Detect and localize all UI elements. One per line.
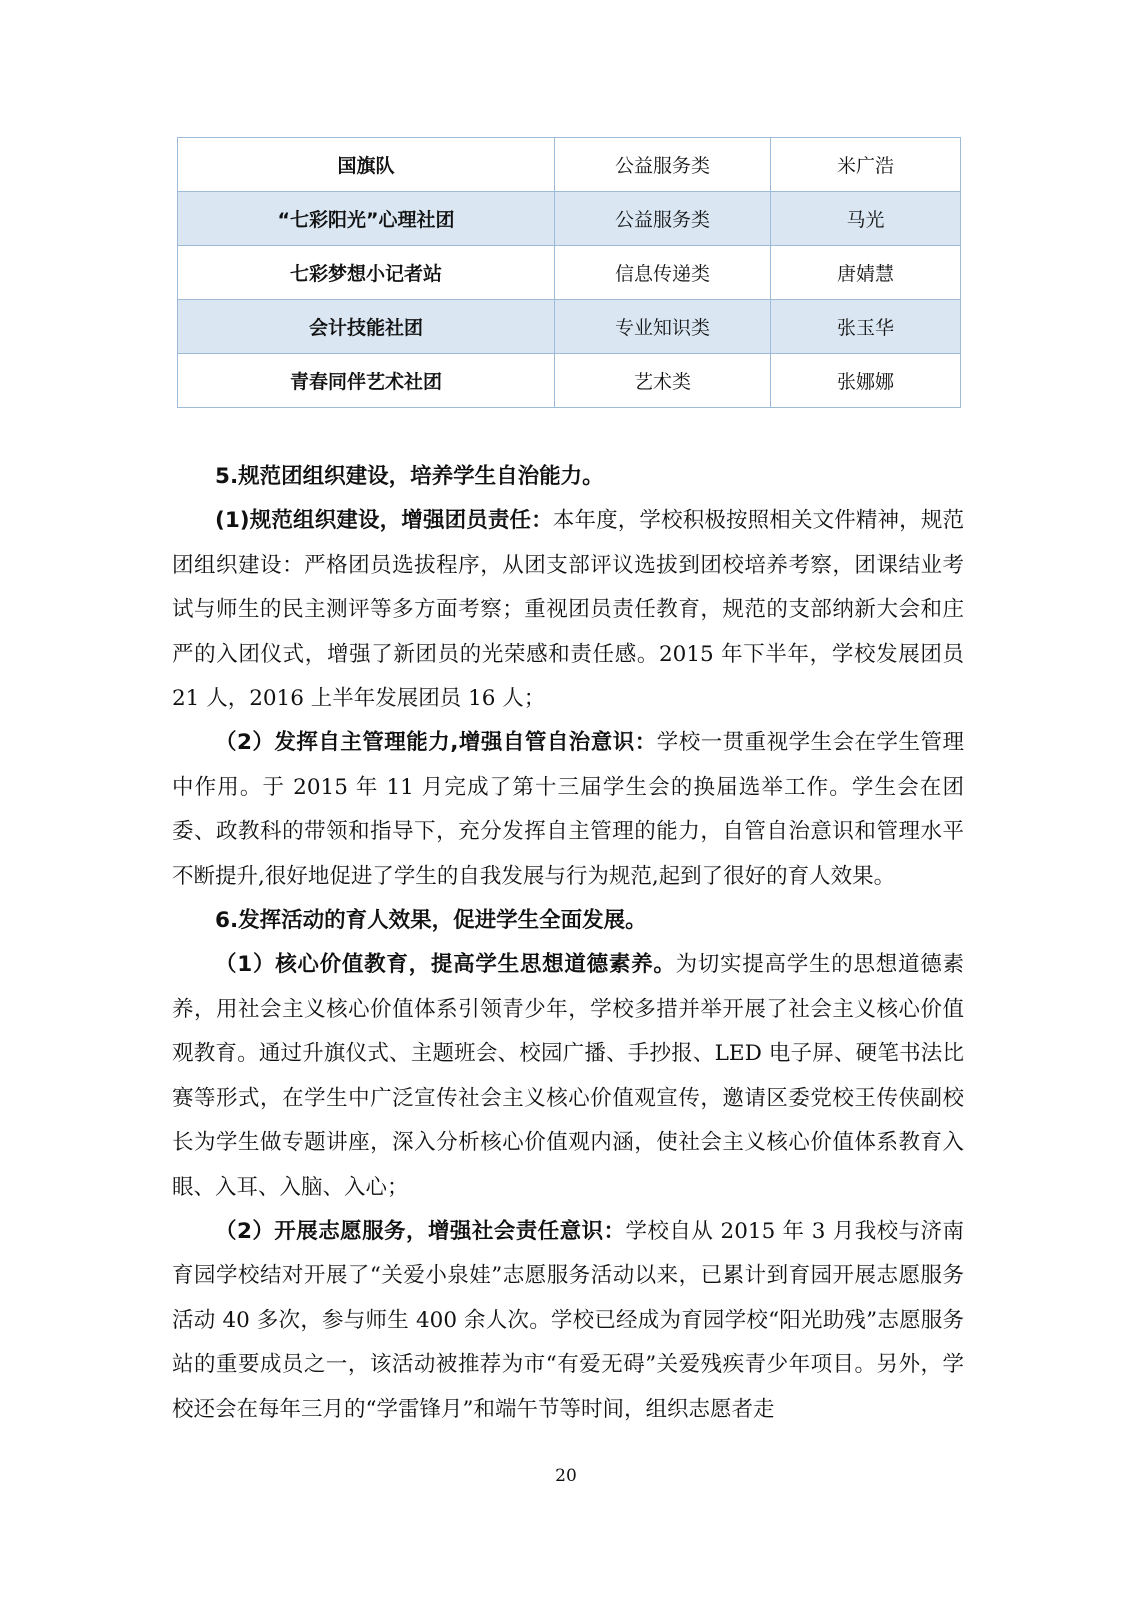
section-heading-text: 6.发挥活动的育人效果，促进学生全面发展。 [215, 908, 647, 934]
body-text [172, 455, 964, 1432]
paragraph-text: 为切实提高学生的思想道德素养，用社会主义核心价值体系引领青少年，学校多措并举开展了社会主义核心价值观教育。通过升旗仪式、主题班会、校园广播、手抄报、LED 电子屏、硬笔书法比赛等形式，在学生中广泛宣传社会主义核心价值观宣传，邀请区委党校王传侠副校长为学生做专题讲座，深入分析核心价值观内涵，使社会主义核心价值体系教育入眼、入耳、入脑、入心； [172, 952, 964, 1200]
club-name-cell: 会计技能社团 [178, 300, 555, 354]
club-category-cell: 公益服务类 [555, 192, 771, 246]
table-row [178, 300, 961, 354]
paragraph-lead: （1）核心价值教育，提高学生思想道德素养。 [215, 952, 676, 978]
club-category-cell: 公益服务类 [555, 138, 771, 192]
club-name-cell: 青春同伴艺术社团 [178, 354, 555, 408]
table-row [178, 138, 961, 192]
club-category-cell: 艺术类 [555, 354, 771, 408]
club-category-cell: 专业知识类 [555, 300, 771, 354]
club-category-cell: 信息传递类 [555, 246, 771, 300]
paragraph [172, 943, 964, 1209]
table-row [178, 246, 961, 300]
paragraph [172, 1210, 964, 1432]
paragraph-text: 学校一贯重视学生会在学生管理中作用。于 2015 年 11 月完成了第十三届学生会的换届选举工作。学生会在团委、政教科的带领和指导下，充分发挥自主管理的能力，自管自治意识和管理水平不断提升,很好地促进了学生的自我发展与行为规范,起到了很好的育人效果。 [172, 730, 964, 889]
paragraph [172, 721, 964, 899]
club-teacher-cell: 马光 [771, 192, 961, 246]
club-teacher-cell: 米广浩 [771, 138, 961, 192]
section-6-heading [172, 899, 964, 943]
club-name-cell: 七彩梦想小记者站 [178, 246, 555, 300]
club-table [177, 137, 961, 408]
club-teacher-cell: 张玉华 [771, 300, 961, 354]
paragraph-lead: （2）发挥自主管理能力,增强自管自治意识： [215, 730, 657, 756]
paragraph [172, 499, 964, 721]
table-row [178, 354, 961, 408]
section-5-heading [172, 455, 964, 499]
paragraph-text: 学校自从 2015 年 3 月我校与济南育园学校结对开展了“关爱小泉娃”志愿服务活动以来，已累计到育园开展志愿服务活动 40 多次，参与师生 400 余人次。学校已经成为育园学校“阳光助残”志愿服务站的重要成员之一，该活动被推荐为市“有爱无碍”关爱残疾青少年项目。另外，学校还会在每年三月的“学雷锋月”和端午节等时间，组织志愿者走 [172, 1218, 964, 1422]
paragraph-lead: （2）开展志愿服务，增强社会责任意识： [215, 1218, 626, 1244]
section-heading-text: 5.规范团组织建设，培养学生自治能力。 [215, 464, 604, 489]
paragraph-lead: (1)规范组织建设，增强团员责任： [215, 508, 553, 534]
club-teacher-cell: 张娜娜 [771, 354, 961, 408]
paragraph-text: 本年度，学校积极按照相关文件精神，规范团组织建设：严格团员选拔程序，从团支部评议选拔到团校培养考察，团课结业考试与师生的民主测评等多方面考察；重视团员责任教育，规范的支部纳新大会和庄严的入团仪式，增强了新团员的光荣感和责任感。2015 年下半年，学校发展团员 21 人，2016 上半年发展团员 16 人； [172, 508, 964, 712]
page-number: 20 [555, 1466, 577, 1486]
club-name-cell: 国旗队 [178, 138, 555, 192]
club-teacher-cell: 唐婧慧 [771, 246, 961, 300]
club-name-cell: “七彩阳光”心理社团 [178, 192, 555, 246]
table-row [178, 192, 961, 246]
